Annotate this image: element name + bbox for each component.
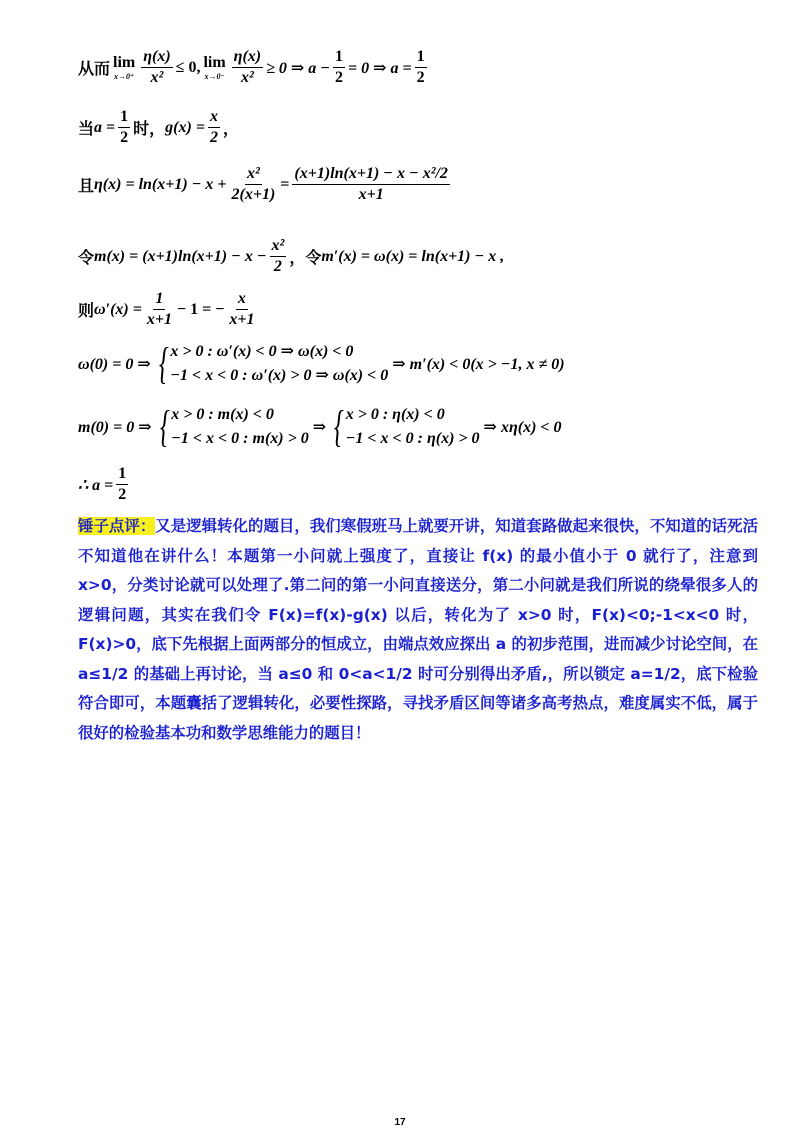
fraction-numerator: x — [208, 108, 220, 128]
text-prefix: 当 — [78, 119, 95, 138]
fraction-numerator: 1 — [153, 290, 165, 310]
fraction-denominator: 2(x+1) — [231, 186, 276, 203]
fraction — [118, 108, 130, 147]
case-lines — [171, 403, 308, 451]
text-prefix: 则 — [78, 301, 95, 320]
fraction — [227, 290, 256, 329]
commentary-text: 又是逻辑转化的题目，我们寒假班马上就要开讲，知道套路做起来很快，不知道的话死活不知道他在讲什么！本题第一小问就上强度了，直接让 f(x) 的最小值小于 0 就行了，注意到 x>0，分类讨论就可以处理了.第二问的第一小问直接送分，第二小问就是我们所说的绕晕很多人的逻辑问题，其实在我们令 F(x)=f(x)-g(x) 以后，转化为了 x>0 时，F(x)<0;-1<x<0 时，F(x)>0，底下先根据上面两部分的恒成立，由端点效应探出 a 的初步范围，进而减少讨论空间，在 a≤1/2 的基础上再讨论，当 a≤0 和 0<a<1/2 时可分别得出矛盾,，所以锁定 a=1/2，底下检验符合即可，本题囊括了逻辑转化，必要性探路，寻找矛盾区间等诸多高考热点，难度属实不低，属于很好的检验基本功和数学思维能力的题目！ — [78, 517, 758, 742]
expression: g(x) = — [165, 118, 205, 136]
fraction-denominator: x² — [240, 69, 254, 86]
fraction-numerator: 1 — [333, 48, 345, 68]
limit-line — [78, 48, 760, 87]
fraction-denominator: 2 — [118, 486, 127, 503]
fraction-numerator: x² — [245, 165, 262, 185]
left-brace: { — [334, 402, 344, 451]
fraction-denominator: x+1 — [229, 311, 255, 328]
text-mid: 时， — [133, 119, 166, 138]
relation: ≤ 0, — [175, 58, 201, 76]
expression: m′(x) = ω(x) = ln(x+1) − x , — [321, 247, 505, 265]
m-definition-line — [78, 237, 760, 276]
fraction-denominator: 2 — [416, 69, 425, 86]
fraction — [333, 48, 345, 87]
conclusion-line — [78, 465, 760, 504]
left-brace: { — [158, 339, 169, 388]
lim-subscript: x→0⁻ — [204, 72, 225, 81]
case-row: x > 0 : m(x) < 0 — [171, 406, 274, 423]
case-row: x > 0 : η(x) < 0 — [345, 406, 445, 423]
case-row: −1 < x < 0 : m(x) > 0 — [171, 430, 309, 447]
fraction-denominator: x² — [150, 69, 164, 86]
fraction — [230, 165, 278, 204]
expression: − 1 = − — [176, 300, 225, 318]
fraction-numerator: (x+1)ln(x+1) − x − x²/2 — [292, 165, 450, 185]
lim-subscript: x→0⁺ — [114, 72, 135, 81]
expression: a = — [94, 118, 116, 136]
fraction — [292, 165, 450, 204]
lim-word: lim — [203, 54, 226, 71]
fraction — [270, 237, 287, 276]
case-row: x > 0 : ω′(x) < 0 ⇒ ω(x) < 0 — [170, 343, 354, 360]
commentary-label: 锤子点评： — [78, 517, 156, 535]
case-lines — [170, 340, 388, 388]
expression: ω′(x) = — [94, 300, 142, 318]
fraction-numerator: 1 — [415, 48, 427, 68]
relation: = — [280, 175, 290, 193]
relation: ⇒ — [312, 419, 327, 436]
fraction-numerator: η(x) — [141, 48, 172, 68]
page-number: 17 — [394, 1117, 406, 1128]
fraction-denominator: 2 — [335, 69, 343, 86]
fraction — [116, 465, 128, 504]
fraction-denominator: 2 — [120, 129, 129, 146]
fraction-numerator: 1 — [116, 465, 128, 485]
fraction — [415, 48, 427, 87]
fraction-denominator: 2 — [273, 258, 282, 275]
commentary-paragraph — [78, 512, 758, 748]
case-system — [155, 340, 388, 388]
text-suffix: ， — [222, 119, 239, 138]
relation: = 0 ⇒ a = — [348, 59, 412, 77]
m-case-line — [78, 403, 760, 451]
case-lines — [346, 403, 480, 451]
omega-case-line — [78, 340, 760, 388]
text-mid: ，令 — [289, 248, 322, 267]
fraction-denominator: x+1 — [358, 186, 384, 203]
left-brace: { — [159, 402, 170, 451]
eta-definition-line — [78, 165, 760, 204]
expression: ⇒ m′(x) < 0(x > −1, x ≠ 0) — [392, 356, 565, 373]
case-system — [330, 403, 479, 451]
expression: η(x) = ln(x+1) − x + — [94, 175, 227, 193]
case-row: −1 < x < 0 : η(x) > 0 — [345, 430, 480, 447]
fraction-denominator: 2 — [209, 129, 218, 146]
fraction — [141, 48, 172, 87]
expression: m(0) = 0 ⇒ — [78, 419, 152, 436]
omega-derivative-line — [78, 290, 760, 329]
fraction-numerator: η(x) — [232, 48, 263, 68]
expression: ⇒ xη(x) < 0 — [483, 419, 562, 436]
fraction — [208, 108, 220, 147]
relation: ≥ 0 ⇒ a − — [266, 59, 330, 77]
fraction-numerator: x — [236, 290, 248, 310]
fraction — [145, 290, 174, 329]
text-prefix: 令 — [78, 248, 95, 267]
expression: ω(0) = 0 ⇒ — [78, 356, 151, 373]
case-row: −1 < x < 0 : ω′(x) > 0 ⇒ ω(x) < 0 — [170, 367, 389, 384]
fraction — [232, 48, 263, 87]
text-prefix: 从而 — [78, 59, 111, 78]
fraction-numerator: 1 — [118, 108, 130, 128]
condition-line — [78, 108, 760, 147]
text-prefix: 且 — [78, 176, 95, 195]
fraction-denominator: x+1 — [146, 311, 172, 328]
expression: ∴ a = — [78, 476, 114, 494]
fraction-numerator: x² — [270, 237, 287, 257]
limit-right — [113, 54, 135, 81]
expression: m(x) = (x+1)ln(x+1) − x − — [94, 247, 267, 265]
limit-left — [203, 54, 225, 81]
case-system — [156, 403, 309, 451]
lim-word: lim — [113, 54, 136, 71]
